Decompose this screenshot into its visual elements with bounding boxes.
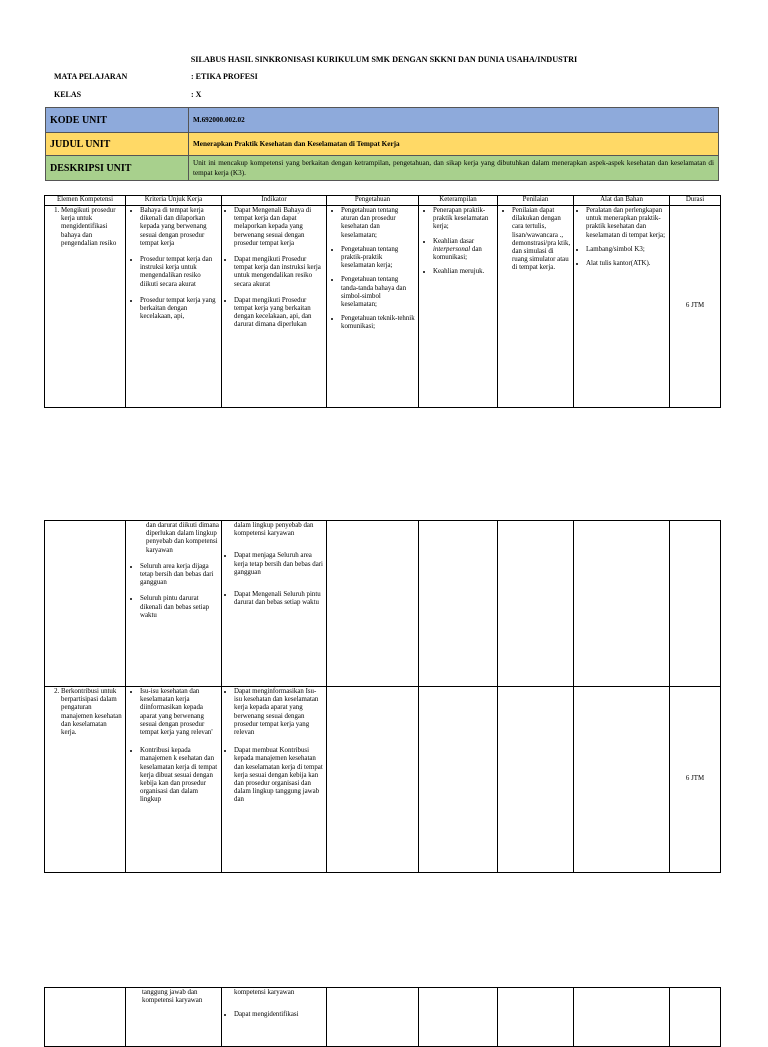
elemen-2: 2. Berkontribusi untuk berpartisipasi dalam pengaturan manajemen kesehatan dan keselamatan kerja. [61, 688, 123, 737]
keterampilan-cell [419, 521, 498, 687]
unit-info-table [45, 107, 719, 181]
judul-unit-value: Menerapkan Praktik Kesehatan dan Keselamatan di Tempat Kerja [189, 133, 719, 156]
judul-unit-label: JUDUL UNIT [46, 133, 189, 156]
table-row [45, 206, 721, 408]
deskripsi-unit-label: DESKRIPSI UNIT [46, 156, 189, 181]
elemen-cell [45, 687, 126, 873]
pengetahuan-item: • Pengetahuan teknik-tehnik komunikasi; [341, 315, 416, 331]
indikator-item: • Dapat mengikuti Prosedur tempat kerja dan instruksi kerja untuk mengendalikan resiko secara akurat [234, 256, 324, 289]
header-keterampilan: Keterampilan [419, 196, 498, 206]
header-penilaian: Penilaian [498, 196, 574, 206]
header-kriteria: Kriteria Unjuk Kerja [126, 196, 222, 206]
kelas-label: KELAS [54, 90, 82, 99]
keterampilan-item [433, 238, 495, 263]
kriteria-item: • Bahaya di tempat kerja dikenali dan dilaporkan kepada yang berwenang sesuai dengan prosedur tempat kerja [140, 207, 219, 248]
kriteria-item: • Prosedur tempat kerja yang berkaitan dengan kecelakaan, api, [140, 297, 219, 322]
elemen-cell [45, 206, 126, 408]
mata-pelajaran-label: MATA PELAJARAN [54, 72, 128, 81]
elemen-cell [45, 988, 126, 1047]
table-row [45, 988, 721, 1047]
kriteria-item: • Kontribusi kepada manajemen k esehatan dan keselamatan kerja di tempat kerja dibuat sesuai dengan kebija kan dan prosedur organisasi dan dalam lingkup [140, 747, 219, 804]
penilaian-cell [498, 206, 574, 408]
kelas-value: : X [191, 90, 202, 99]
kriteria-cell [126, 687, 222, 873]
alat-item: • Alat tulis kantor(ATK). [586, 260, 667, 268]
header-alat: Alat dan Bahan [574, 196, 670, 206]
alat-cell [574, 687, 670, 873]
kriteria-item: • Prosedur tempat kerja dan instruksi kerja untuk mengendalikan resiko diikuti secara akurat [140, 256, 219, 289]
header-row [45, 196, 721, 206]
alat-item: • Lambang/simbol K3; [586, 246, 667, 254]
indikator-item: • Dapat menginformasikan Isu-isu kesehatan dan keselamatan kerja kepada aparat yang berwenang sesuai dengan prosedur tempat kerja yang relevan [234, 688, 324, 737]
pengetahuan-cell [327, 988, 419, 1047]
alat-cell [574, 521, 670, 687]
deskripsi-unit-value: Unit ini mencakup kompetensi yang berkaitan dengan ketrampilan, pengetahuan, dan sikap kerja yang dibutuhkan dalam menerapkan aspek-aspek kesehatan dan keselamatan di tempat kerja (K3). [189, 156, 719, 181]
syllabus-table-block-3 [44, 987, 721, 1047]
kode-unit-label: KODE UNIT [46, 108, 189, 133]
header-indikator: Indikator [222, 196, 327, 206]
keterampilan-italic-text: interpersonal [433, 245, 471, 253]
header-elemen: Elemen Kompetensi [45, 196, 126, 206]
pengetahuan-cell [327, 687, 419, 873]
indikator-continued: kompetensi karyawan [234, 989, 295, 996]
kriteria-item: • Seluruh pintu darurat dikenali dan bebas setiap waktu [140, 595, 219, 620]
indikator-item: • Dapat Mengenali Bahaya di tempat kerja dan dapat melaporkan kepada yang berwenang sesuai dengan prosedur tempat kerja [234, 207, 324, 248]
indikator-cell [222, 521, 327, 687]
durasi-cell: 6 JTM [670, 687, 721, 873]
pengetahuan-cell [327, 206, 419, 408]
keterampilan-text: Keahlian dasar [433, 237, 475, 245]
indikator-item: • Dapat mengikuti Prosedur tempat kerja yang berkaitan dengan kecelakaan, api, dan darurat dimana diperlukan [234, 297, 324, 330]
indikator-item: • Dapat menjaga Seluruh area kerja tetap bersih dan bebas dari gangguan [234, 552, 324, 577]
kriteria-continued: dan darurat diikuti dimana diperlukan dalam lingkup penyebab dan kompetensi karyawan [146, 522, 219, 554]
indikator-item: • Dapat Mengenali Seluruh pintu darurat dan bebas setiap waktu [234, 591, 324, 607]
keterampilan-item: • Keahlian merujuk. [433, 268, 495, 276]
penilaian-cell [498, 521, 574, 687]
keterampilan-cell [419, 687, 498, 873]
elemen-cell [45, 521, 126, 687]
header-pengetahuan: Pengetahuan [327, 196, 419, 206]
indikator-cell [222, 988, 327, 1047]
kriteria-cell [126, 206, 222, 408]
durasi-cell [670, 521, 721, 687]
penilaian-cell [498, 687, 574, 873]
kriteria-cell [126, 988, 222, 1047]
syllabus-table-block-2 [44, 520, 721, 873]
keterampilan-item: • Penerapan praktik-praktik keselamatan kerja; [433, 207, 495, 232]
kode-unit-value: M.692000.002.02 [189, 108, 719, 133]
elemen-1: 1. Mengikuti prosedur kerja untuk mengidentifikasi bahaya dan pengendalian resiko [61, 207, 123, 248]
keterampilan-cell [419, 988, 498, 1047]
alat-cell [574, 206, 670, 408]
penilaian-item: • Penilaian dapat dilakukan dengan cara tertulis, lisan/wawancara ., demonstrasi/pra ktik, dan simulasi di ruang simulator atau di tempat kerja. [512, 207, 571, 273]
keterampilan-text: dan komunikasi; [433, 245, 482, 262]
indikator-item: • Dapat membuat Kontribusi kepada manajemen kesehatan dan keselamatan kerja di tempat kerja sesuai dengan kebija kan dan prosedur organisasi dan dalam lingkup tanggung jawab dan [234, 747, 324, 804]
kriteria-cell [126, 521, 222, 687]
penilaian-cell [498, 988, 574, 1047]
alat-item: • Peralatan dan perlengkapan untuk menerapkan praktik-praktik kesehatan dan keselamatan di tempat kerja; [586, 207, 667, 240]
pengetahuan-cell [327, 521, 419, 687]
header-durasi: Durasi [670, 196, 721, 206]
indikator-cell [222, 206, 327, 408]
keterampilan-cell [419, 206, 498, 408]
syllabus-table-block-1 [44, 195, 721, 408]
pengetahuan-item: • Pengetahuan tentang praktik-praktik keselamatan kerja; [341, 246, 416, 271]
table-row [45, 521, 721, 687]
alat-cell [574, 988, 670, 1047]
durasi-cell: 6 JTM [670, 206, 721, 408]
kriteria-item: • Seluruh area kerja dijaga tetap bersih dan bebas dari gangguan [140, 563, 219, 588]
indikator-continued: dalam lingkup penyebab dan kompetensi karyawan [234, 522, 314, 538]
indikator-item: • Dapat mengidentifikasi [234, 1011, 324, 1019]
kriteria-item: • Isu-isu kesehatan dan keselamatan kerja diinformasikan kepada aparat yang berwenang sesuai dengan prosedur tempat kerja yang relevan' [140, 688, 219, 737]
document-title: SILABUS HASIL SINKRONISASI KURIKULUM SMK DENGAN SKKNI DAN DUNIA USAHA/INDUSTRI [190, 55, 578, 64]
durasi-cell [670, 988, 721, 1047]
table-row [45, 687, 721, 873]
pengetahuan-item: • Pengetahuan tentang aturan dan prosedur kesehatan dan keselamatan; [341, 207, 416, 240]
indikator-cell [222, 687, 327, 873]
pengetahuan-item: • Pengetahuan tentang tanda-tanda bahaya dan simbol-simbol keselamatan; [341, 276, 416, 309]
kriteria-continued: tanggung jawab dan kompetensi karyawan [142, 989, 203, 1005]
mata-pelajaran-value: : ETIKA PROFESI [191, 72, 258, 81]
